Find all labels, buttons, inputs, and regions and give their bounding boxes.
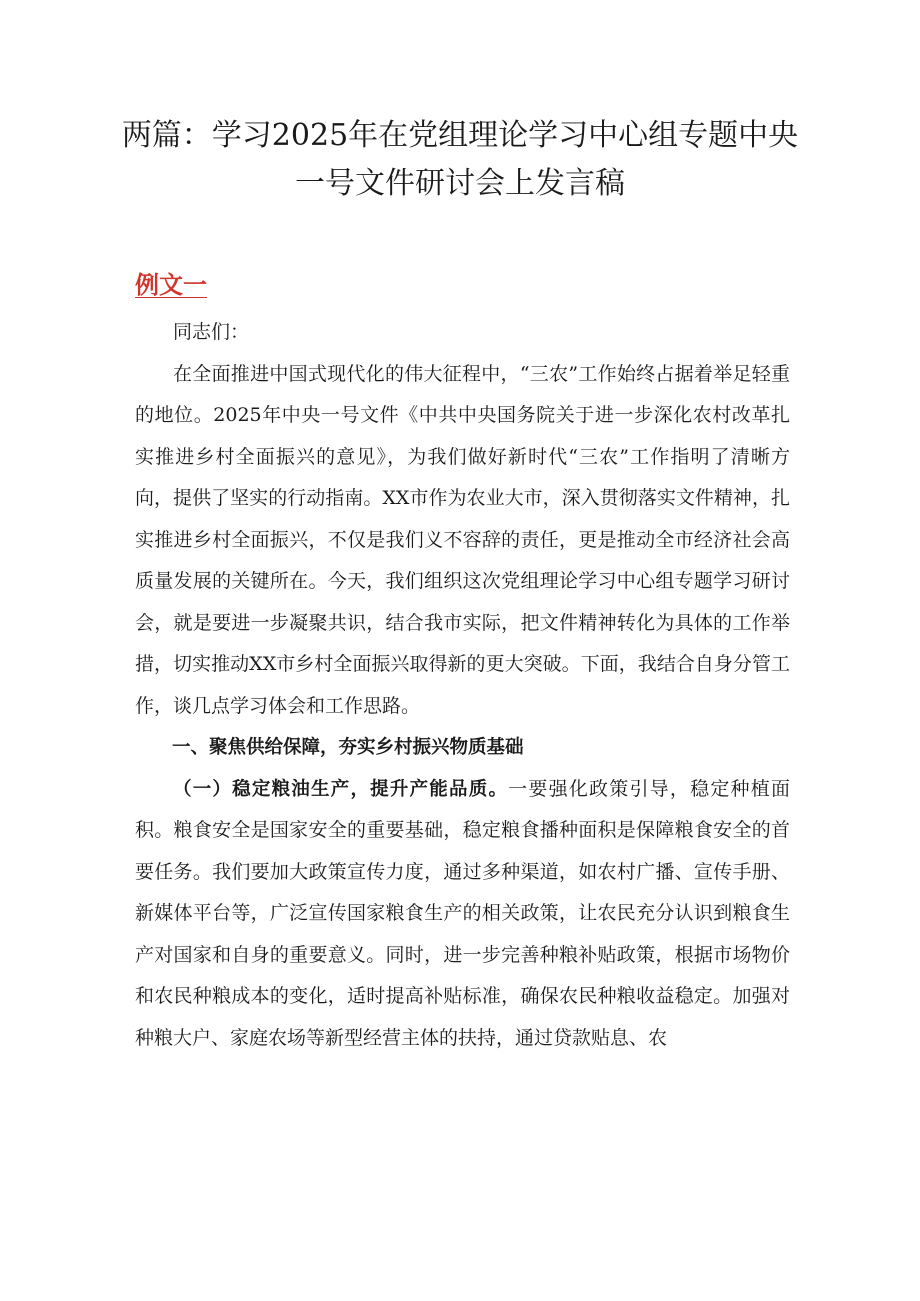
section-label: 例文一: [135, 270, 207, 299]
title-line-1: 两篇：学习2025年在党组理论学习中心组专题中央: [121, 118, 799, 153]
title-line-2: 一号文件研讨会上发言稿: [295, 166, 625, 201]
section-heading-1: 一、聚焦供给保障，夯实乡村振兴物质基础: [172, 737, 524, 758]
paragraph-1: [135, 769, 790, 1060]
document-body: [135, 312, 790, 1059]
document-title: [120, 112, 800, 208]
paragraph-1-body: 一要强化政策引导，稳定种植面积。粮食安全是国家安全的重要基础，稳定粮食播种面积是保障粮食安全的首要任务。我们要加大政策宣传力度，通过多种渠道，如农村广播、宣传手册、新媒体平台等，广泛宣传国家粮食生产的相关政策，让农民充分认识到粮食生产对国家和自身的重要意义。同时，进一步完善种粮补贴政策，根据市场物价和农民种粮成本的变化，适时提高补贴标准，确保农民种粮收益稳定。加强对种粮大户、家庭农场等新型经营主体的扶持，通过贷款贴息、农: [135, 777, 790, 1049]
subheading-1-lead: （一）稳定粮油生产，提升产能品质。: [173, 778, 509, 800]
greeting: 同志们：: [173, 321, 250, 343]
paragraph-intro: 在全面推进中国式现代化的伟大征程中，“三农”工作始终占据着举足轻重的地位。2025年中央一号文件《中共中央国务院关于进一步深化农村改革扎实推进乡村全面振兴的意见》，为我们做好新时代“三农”工作指明了清晰方向，提供了坚实的行动指南。XX市作为农业大市，深入贯彻落实文件精神，扎实推进乡村全面振兴，不仅是我们义不容辞的责任，更是推动全市经济社会高质量发展的关键所在。今天，我们组织这次党组理论学习中心组专题学习研讨会，就是要进一步凝聚共识，结合我市实际，把文件精神转化为具体的工作举措，切实推动XX市乡村全面振兴取得新的更大突破。下面，我结合自身分管工作，谈几点学习体会和工作思路。: [135, 362, 790, 717]
